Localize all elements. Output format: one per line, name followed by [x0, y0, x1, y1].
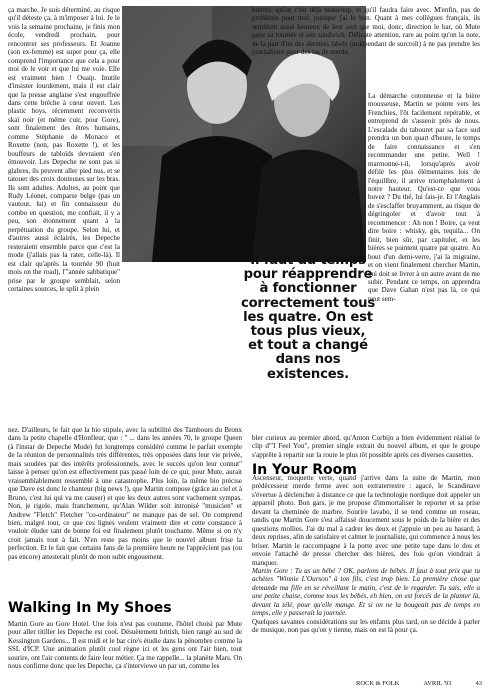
article-paragraph: huitres, qu'on c'est déjà beaucoup, et qu'il faudra faire avec. M'enfin, pas de problème pour moi, puisque j'ai le bon. Quant à mes collègues français, ils semblent aussi heureux de leur sort que moi, donc, direction le bar, où Mute paye sa tournée et son sandwich. Délicate attention, rare au point qu'on la note, de la part d'un des derniers labels (indépendant de surcroît) à ne pas prendre les journalistes pour des tas de merde.: [252, 6, 480, 57]
page-footer: [356, 680, 482, 687]
article-paragraph-quote: Martin Gore : Tu as un bébé ? OK, parlons de bébés. Il faut à tout prix que tu achètes "Winnie L'Ourson" à ton fils, c'est trop bien. La première chose que demande ma fille en se réveillant le matin, c'est de le regarder. Tu sais, elle a une petite chaise, comme tous les bébés, eh bien, on est forcés de la planter là, devant la télé, pour qu'elle mange. Et si on ne la bougeait pas de temps en temps, elle y passerait la journée.: [252, 566, 480, 618]
article-column-right-continued: [252, 434, 480, 459]
pull-quote: [232, 254, 384, 382]
article-column-room: [252, 474, 480, 635]
pull-quote-line: existences.: [267, 366, 349, 382]
article-paragraph: ça marche. Je suis déterminé, au risque qu'il déteste ça, à m'imposer à lui. Je le vois la semaine prochaine, je finis mon école, vendredi prochain, pour rencontrer ses professeurs. Et Joanne (son ex-femme) est super pour ça, elle comprend l'importance que cela a pour moi de le voir et que lui me voie. Elle est vraiment bien ! Ouaip. Inutile d'insister lourdement, mais il est clair que la presse anglaise s'est engouffrée dans cette brèche à cœur ouvert. Les plastic boys, récemment reconvertis skaï noir (et même cuir, pour Gore), sont finalement des êtres humains, comme Stéphanie de Monaco et Roxette (non, pas Roxette !), et les bouffeurs de tabloïds devraient s'en émouvoir. Les Depeche ne sont pas si glabres, ils peuvent aller pied nus, et se tatouer des croix douteuses sur les bras. Ils sont adultes. Adultes, au point que Rudy Léonet, comparse belge (pas un vautour, lui) et fin connaisseur du combo en question, me confiait, il y a peu, son étonnement quant à la perpétuation du groupe. Selon lui, et d'autres aussi éclairés, les Depeche resteraient ensemble parce que c'est la mode (j'allais pas la rater, celle-là). Il est clair qu'après la tournée 90 (huit mois on the road), l'"année sabbatique" prise par le groupe semblait, selon certaines sources, le split à plein: [8, 6, 120, 293]
section-heading-room: In Your Room: [252, 462, 357, 478]
pull-quote-line: correctement tous: [240, 295, 376, 311]
article-column-right-top: [252, 6, 480, 57]
article-paragraph: Quelques savantes considérations sur les enfants plus tard, on se décide à parler de musique, non pas qu'on y tienne, mais on est là pour ça.: [252, 617, 480, 635]
pull-quote-line: dans nos: [275, 352, 341, 368]
article-column-left-top: [8, 6, 120, 293]
article-column-right-narrow: [368, 92, 480, 303]
page-number: 43: [475, 680, 482, 687]
section-heading-walking: Walking In My Shoes: [8, 600, 172, 616]
footer-issue: AVRIL '93: [423, 680, 452, 687]
pull-quote-line: à fonctionner: [259, 281, 357, 297]
pull-quote-line: et tout a changé: [248, 338, 368, 354]
pull-quote-line: Il faut du temps: [250, 253, 366, 268]
footer-magazine: ROCK & FOLK: [356, 680, 400, 687]
article-paragraph: Ascenseur, moquette verte, quand j'arrive dans la suite de Martin, mon prédécesseur merde ferme avec son extraterrestre : agacé, le Scandinave s'évertue à déclencher à distance ce que la technologie nordique doit appeler un appareil photo. Bon gars, je me propose d'immortaliser le reporter et sa prise devant la cheminée de marbre. Sourire lavabo, il se tend comme un roseau, tandis que Martin Gore s'est affaissé doucement sous le poids de la bière et des questions mollies. J'ai du mal à cadrer les deux et j'appuie un peu au hasard, à deux reprises, afin de satisfaire et calmer le journaliste, qui commence à nous les briser. Martin le raccompagne à la porte avec une petite tape dans le dos et envoie l'attaché de presse chercher des bières, des fois qu'on viendrait à manquer.: [252, 474, 480, 567]
article-column-left-bottom: [8, 426, 242, 561]
pull-quote-line: les quatre. On est: [243, 309, 373, 325]
article-paragraph: bler curieux au premier abord, qu'Anton Corbijn a bien évidemment réalisé le clip d'"I Feel You", premier single extrait du nouvel album, et que le groupe s'apprête à repartir sur la route le plus tôt possible après ces diverses causettes.: [252, 434, 480, 459]
pull-quote-line: pour réapprendre: [243, 267, 373, 283]
article-paragraph: nez. D'ailleurs, le fait que la bio stipule, avec la subtilité des Tambours du Bronx dans la petite chapelle d'Honfleur, que : " ... dans les années 70, le groupe Queen (à l'instar de Depeche Mode) fut longtemps considéré comme le parfait exemple de la réunion de personnalités très différentes, très opposées dans leur vie privée, mais soudées par des intérêts professionnels, avec le succès qu'on leur connut" laisse à penser qu'on est effectivement pas passé loin de ce qui, pour Mute, aurait vraisemblablement ressemblé à une catastrophe. Plus loin, la même bio précise que Dave est donc le chanteur (big news !), que Martin compose (grâce au ciel et à Bruno, c'est lui qui va me causer) et que les deux autres sont vachement sympas. Non, je rigole, mais franchement, qu'Alan Wilder soit intronisé "musicien" et Andrew "Fletch" Fletcher "co-ordinateur" ne manque pas de sel. On comprend bien, malgré tout, ce que ces lignes veulent vraiment dire et cette constance à vouloir éluder tant de bonne foi est finalement plutôt touchante. Même si on n'y croit jamais tout à fait. N'en reste pas moins que le nouvel album frise la perfection. Et le fait que certains fans de la première heure ne l'apprécient pas (ou pas encore) attesterait plutôt de mon subit engouement.: [8, 426, 242, 561]
article-paragraph: La démarche cotonneuse et la bière mousseuse, Martin se pointe vers les Frenchies, l'ôt facilement repérable, et entreprend de s'asseoir près de nous. L'escalade du tabouret par sa face sud prendra un bon quart d'heure, le temps de faire connaissance et s'en recommander une petite. Well ! marmonne-t-il, lorsqu'après avoir défilé les plus élémentaires lois de l'équilibre, il arrive triomphalement à notre hauteur. Qu'est-ce que vous buvez ? Du thé, lui fais-je. Et l'Anglais de s'esclaffer bruyamment, au risque de dégringoler et d'avoir tout à recommencer : Ah non ! Boire, ça veut dire boire : whisky, gin, tequila... On finit, bien sûr, par capituler, et les bières se pointent quatre par quatre. Au bout d'un demi-verre, j'ai la migraine, et on vient finalement chercher Martin, qui doit se livrer à un autre avant de me subir. Pendant ce temps, on apprendra que Dave Gahan n'est pas là, ce qui peut sem-: [368, 92, 480, 303]
pull-quote-line: tous plus vieux,: [250, 324, 366, 340]
article-paragraph: Martin Gore au Gore Hotel. Une fois n'est pas coutume, l'hôtel choisi par Mute pour aller titiller les Depeche est cool. Désuètement british, bien rangé au sud de Kessington Gardens... Il est midi et le bar cire's étudie dans la pénombre comme la SSL d'ICP. Une animation plutôt cool règne ici et les gens ont l'air bien, tout sourire, ont l'air contents de faire leur métier. Ça me rappelle... la planète Mars. On nous confirme donc que les Depeche, ça s'interviewe un par un, comme les: [8, 620, 242, 671]
article-column-walking: [8, 620, 242, 671]
